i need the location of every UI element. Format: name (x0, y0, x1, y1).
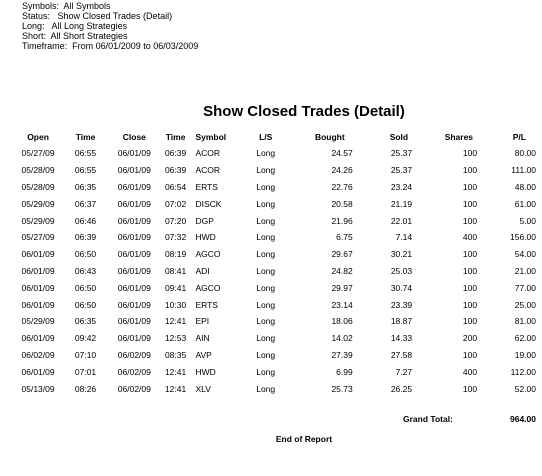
closed-trades-table (14, 129, 536, 397)
cell-long-short: Long (256, 148, 276, 159)
cell-open-date: 06/01/09 (21, 249, 55, 260)
cell-symbol: AGCO (195, 249, 221, 260)
cell-symbol: XLV (195, 383, 211, 394)
cell-long-short: Long (256, 198, 276, 209)
cell-bought: 24.57 (331, 148, 353, 159)
cell-pl: 48.00 (514, 181, 536, 192)
table-row (14, 145, 536, 162)
cell-shares: 100 (462, 148, 478, 159)
cell-long-short: Long (256, 316, 276, 327)
cell-long-short: Long (256, 333, 276, 344)
report-criteria (22, 1, 198, 51)
cell-close-date: 06/01/09 (117, 165, 151, 176)
cell-close-time: 08:41 (164, 265, 187, 276)
cell-pl: 19.00 (514, 349, 536, 360)
cell-close-date: 06/01/09 (117, 282, 151, 293)
cell-bought: 24.82 (331, 265, 353, 276)
table-row (14, 363, 536, 380)
cell-shares: 100 (462, 282, 478, 293)
cell-pl: 80.00 (514, 148, 536, 159)
cell-open-date: 06/01/09 (21, 299, 55, 310)
cell-open-date: 05/29/09 (21, 316, 55, 327)
table-header-row (14, 129, 536, 145)
cell-close-time: 12:41 (164, 383, 187, 394)
cell-shares: 400 (462, 366, 478, 377)
cell-bought: 22.76 (331, 181, 353, 192)
cell-close-date: 06/01/09 (117, 249, 151, 260)
cell-close-time: 08:19 (164, 249, 187, 260)
cell-open-time: 06:50 (74, 299, 97, 310)
cell-symbol: ACOR (195, 148, 220, 159)
cell-pl: 21.00 (514, 265, 536, 276)
cell-bought: 14.02 (331, 333, 353, 344)
cell-long-short: Long (256, 265, 276, 276)
cell-pl: 156.00 (510, 232, 536, 243)
report-title: Show Closed Trades (Detail) (203, 103, 405, 120)
cell-open-time: 06:43 (74, 265, 97, 276)
cell-bought: 27.39 (331, 349, 353, 360)
cell-open-date: 06/01/09 (21, 282, 55, 293)
cell-sold: 18.87 (390, 316, 413, 327)
cell-sold: 25.03 (390, 265, 413, 276)
cell-close-time: 09:41 (164, 282, 187, 293)
cell-symbol: AIN (195, 333, 210, 344)
end-of-report: End of Report (275, 434, 333, 444)
cell-open-date: 05/27/09 (21, 232, 55, 243)
cell-sold: 14.33 (390, 333, 413, 344)
cell-open-time: 06:55 (74, 148, 97, 159)
cell-symbol: DISCK (195, 198, 222, 209)
cell-open-time: 07:01 (74, 366, 97, 377)
cell-shares: 100 (462, 265, 478, 276)
cell-shares: 100 (462, 181, 478, 192)
cell-open-time: 09:42 (74, 333, 97, 344)
criteria-long: Long: All Long Strategies (22, 21, 128, 31)
cell-open-time: 06:55 (74, 165, 97, 176)
cell-open-date: 05/28/09 (21, 181, 55, 192)
table-row (14, 246, 536, 263)
cell-bought: 18.06 (331, 316, 353, 327)
cell-close-time: 10:30 (164, 299, 187, 310)
cell-symbol: EPI (195, 316, 210, 327)
table-row (14, 347, 536, 364)
criteria-timeframe: Timeframe: From 06/01/2009 to 06/03/2009 (22, 41, 199, 51)
cell-bought: 6.99 (336, 366, 353, 377)
cell-pl: 111.00 (511, 165, 536, 176)
cell-close-date: 06/01/09 (117, 181, 151, 192)
table-row (14, 330, 536, 347)
cell-shares: 100 (462, 316, 478, 327)
cell-open-date: 05/29/09 (21, 215, 55, 226)
cell-long-short: Long (256, 165, 276, 176)
cell-open-time: 06:50 (74, 249, 97, 260)
cell-sold: 23.24 (390, 181, 413, 192)
cell-close-date: 06/01/09 (117, 299, 151, 310)
cell-pl: 54.00 (514, 249, 536, 260)
cell-close-time: 07:02 (164, 198, 187, 209)
cell-pl: 61.00 (514, 198, 536, 209)
cell-close-time: 08:35 (164, 349, 187, 360)
cell-close-time: 06:39 (164, 148, 187, 159)
cell-sold: 26.25 (390, 383, 413, 394)
cell-long-short: Long (256, 232, 276, 243)
table-row (14, 179, 536, 196)
cell-pl: 62.00 (514, 333, 536, 344)
cell-bought: 29.97 (331, 282, 353, 293)
cell-sold: 22.01 (390, 215, 413, 226)
column-header-bought: Bought (314, 132, 345, 142)
column-header-close: Close (122, 132, 146, 142)
cell-shares: 100 (462, 215, 478, 226)
cell-symbol: ERTS (195, 299, 218, 310)
cell-pl: 77.00 (514, 282, 536, 293)
cell-close-date: 06/02/09 (117, 383, 151, 394)
cell-symbol: AVP (195, 349, 212, 360)
cell-bought: 25.73 (331, 383, 353, 394)
cell-open-time: 06:37 (74, 198, 97, 209)
criteria-status: Status: Show Closed Trades (Detail) (22, 11, 173, 21)
cell-close-time: 12:41 (164, 366, 187, 377)
cell-close-time: 07:20 (164, 215, 187, 226)
cell-bought: 6.75 (336, 232, 353, 243)
cell-close-date: 06/01/09 (117, 316, 151, 327)
column-header-open: Open (27, 132, 49, 142)
cell-close-time: 07:32 (164, 232, 187, 243)
cell-sold: 23.39 (390, 299, 413, 310)
cell-bought: 24.26 (331, 165, 353, 176)
cell-open-date: 05/28/09 (21, 165, 55, 176)
cell-open-time: 06:39 (74, 232, 97, 243)
cell-shares: 100 (462, 198, 478, 209)
cell-open-time: 08:26 (74, 383, 97, 394)
cell-open-time: 06:50 (74, 282, 97, 293)
cell-long-short: Long (256, 282, 276, 293)
table-row (14, 229, 536, 246)
cell-symbol: AGCO (195, 282, 221, 293)
cell-shares: 200 (462, 333, 478, 344)
cell-bought: 23.14 (331, 299, 353, 310)
cell-long-short: Long (256, 349, 276, 360)
cell-symbol: HWD (195, 232, 216, 243)
cell-close-date: 06/01/09 (117, 198, 151, 209)
grand-total-label: Grand Total: (403, 414, 453, 424)
cell-long-short: Long (256, 383, 276, 394)
cell-bought: 20.58 (331, 198, 353, 209)
cell-pl: 52.00 (514, 383, 536, 394)
cell-symbol: ADI (195, 265, 210, 276)
table-row (14, 380, 536, 397)
cell-open-time: 06:35 (74, 316, 97, 327)
criteria-symbols: Symbols: All Symbols (22, 1, 111, 11)
cell-close-time: 06:54 (164, 181, 187, 192)
cell-sold: 27.58 (390, 349, 413, 360)
cell-long-short: Long (256, 366, 276, 377)
cell-close-date: 06/01/09 (117, 232, 151, 243)
cell-open-date: 06/01/09 (21, 265, 55, 276)
cell-long-short: Long (256, 299, 276, 310)
cell-sold: 25.37 (390, 165, 413, 176)
cell-sold: 7.27 (395, 366, 413, 377)
cell-sold: 30.21 (390, 249, 413, 260)
cell-pl: 81.00 (514, 316, 536, 327)
cell-shares: 100 (462, 299, 478, 310)
cell-long-short: Long (256, 215, 276, 226)
cell-close-time: 12:53 (164, 333, 187, 344)
cell-open-date: 05/27/09 (21, 148, 55, 159)
cell-open-date: 06/01/09 (21, 366, 55, 377)
cell-open-time: 07:10 (74, 349, 97, 360)
cell-shares: 100 (462, 165, 478, 176)
column-header-symbol: Symbol (195, 132, 227, 142)
cell-sold: 25.37 (390, 148, 413, 159)
cell-shares: 400 (462, 232, 478, 243)
cell-shares: 100 (462, 249, 478, 260)
cell-close-date: 06/02/09 (117, 349, 151, 360)
cell-close-date: 06/02/09 (117, 366, 151, 377)
cell-symbol: HWD (195, 366, 216, 377)
table-row (14, 296, 536, 313)
cell-close-time: 06:39 (164, 165, 187, 176)
cell-close-date: 06/01/09 (117, 333, 151, 344)
cell-long-short: Long (256, 249, 276, 260)
cell-pl: 5.00 (519, 215, 536, 226)
cell-close-time: 12:41 (164, 316, 187, 327)
table-row (14, 162, 536, 179)
column-header-sold: Sold (389, 132, 409, 142)
cell-open-date: 06/01/09 (21, 333, 55, 344)
cell-bought: 21.96 (331, 215, 353, 226)
grand-total-value: 964.00 (510, 414, 536, 424)
cell-sold: 21.19 (390, 198, 413, 209)
cell-sold: 7.14 (395, 232, 413, 243)
cell-shares: 100 (462, 383, 478, 394)
column-header-shares: Shares (444, 132, 474, 142)
cell-open-time: 06:46 (74, 215, 97, 226)
cell-symbol: ERTS (195, 181, 218, 192)
column-header-pl: P/L (512, 132, 526, 142)
cell-close-date: 06/01/09 (117, 265, 151, 276)
cell-symbol: ACOR (195, 165, 220, 176)
cell-close-date: 06/01/09 (117, 215, 151, 226)
cell-close-date: 06/01/09 (117, 148, 151, 159)
cell-pl: 112.00 (510, 366, 536, 377)
cell-bought: 29.67 (331, 249, 353, 260)
cell-open-time: 06:35 (74, 181, 97, 192)
column-header-open-time: Time (75, 132, 96, 142)
criteria-short: Short: All Short Strategies (22, 31, 128, 41)
table-row (14, 279, 536, 296)
table-row (14, 195, 536, 212)
cell-open-date: 05/29/09 (21, 198, 55, 209)
table-row (14, 212, 536, 229)
cell-long-short: Long (256, 181, 276, 192)
trade-rows (14, 145, 536, 397)
column-header-long-short: L/S (259, 132, 273, 142)
table-row (14, 263, 536, 280)
cell-sold: 30.74 (390, 282, 413, 293)
cell-open-date: 06/02/09 (21, 349, 55, 360)
cell-symbol: DGP (195, 215, 214, 226)
table-row (14, 313, 536, 330)
cell-shares: 100 (462, 349, 478, 360)
cell-pl: 25.00 (514, 299, 536, 310)
column-header-close-time: Time (165, 132, 186, 142)
cell-open-date: 05/13/09 (21, 383, 55, 394)
